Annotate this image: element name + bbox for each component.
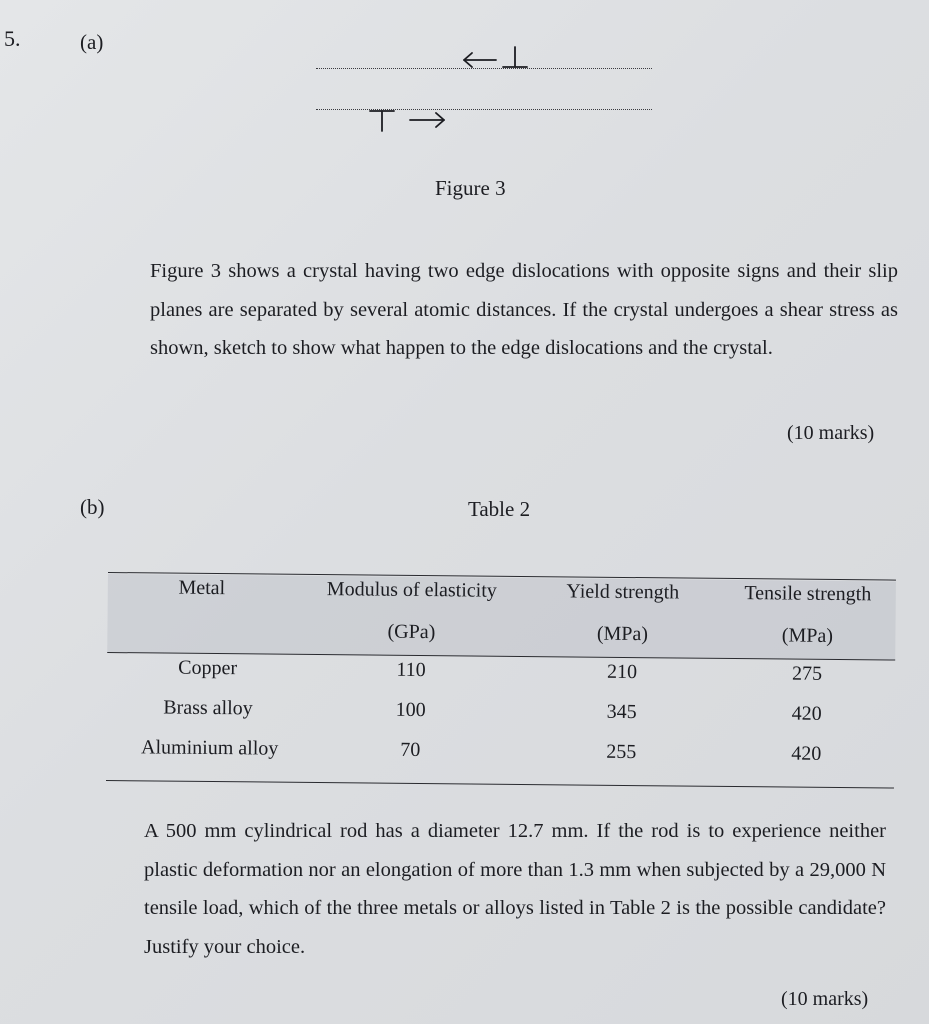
table-row-2-metal: Brass alloy <box>163 696 253 720</box>
part-a-question-text: Figure 3 shows a crystal having two edge dislocations with opposite signs and their slip planes are separated by several atomic distances. If the crystal undergoes a shear stress as shown, sketch to show what happen to the edge dislocations and the crystal. <box>150 260 898 359</box>
table-header-tensile-unit: (MPa) <box>781 624 834 647</box>
table-row-1-tensile: 275 <box>791 662 823 685</box>
table-header-metal: Metal <box>178 576 226 600</box>
table-row-3-modulus: 70 <box>400 738 421 762</box>
table-2 <box>106 572 896 792</box>
upper-dislocation-with-left-arrow <box>464 47 527 67</box>
part-a-marks: (10 marks) <box>787 422 875 444</box>
part-a-label: (a) <box>80 30 104 54</box>
part-b-marks: (10 marks) <box>781 988 869 1010</box>
table-row-1-metal: Copper <box>178 656 238 680</box>
table-bottom-rule <box>106 780 894 789</box>
lower-dislocation-with-right-arrow <box>370 111 444 131</box>
table-row-2-tensile: 420 <box>791 702 822 725</box>
table-row-3-yield: 255 <box>606 740 637 764</box>
part-b-question-text: A 500 mm cylindrical rod has a diameter 12.7 mm. If the rod is to experience neither plastic deformation nor an elongation of more than 1.3 mm when subjected by a 29,000 N tensile load, which of the three metals or alloys listed in Table 2 is the possible candidate? Justify your choice. <box>144 820 886 958</box>
figure-3-caption: Figure 3 <box>435 176 506 200</box>
table-header-tensile: Tensile strength <box>744 582 872 606</box>
table-row-2-modulus: 100 <box>395 698 426 722</box>
table-header-yield: Yield strength <box>566 580 680 604</box>
table-header-yield-unit: (MPa) <box>596 622 649 646</box>
table-row-1-modulus: 110 <box>396 658 426 682</box>
table-row-2-yield: 345 <box>606 700 637 724</box>
table-2-caption: Table 2 <box>468 497 531 521</box>
part-b-label: (b) <box>80 495 105 519</box>
table-row-3-metal: Aluminium alloy <box>140 736 279 760</box>
table-header-modulus-unit: (GPa) <box>387 620 436 644</box>
table-row-1-yield: 210 <box>606 660 638 684</box>
table-header-modulus: Modulus of elasticity <box>326 578 497 602</box>
table-row-3-tensile: 420 <box>791 742 822 765</box>
question-number: 5. <box>4 26 21 51</box>
figure-3-dislocation-symbols <box>300 30 680 150</box>
